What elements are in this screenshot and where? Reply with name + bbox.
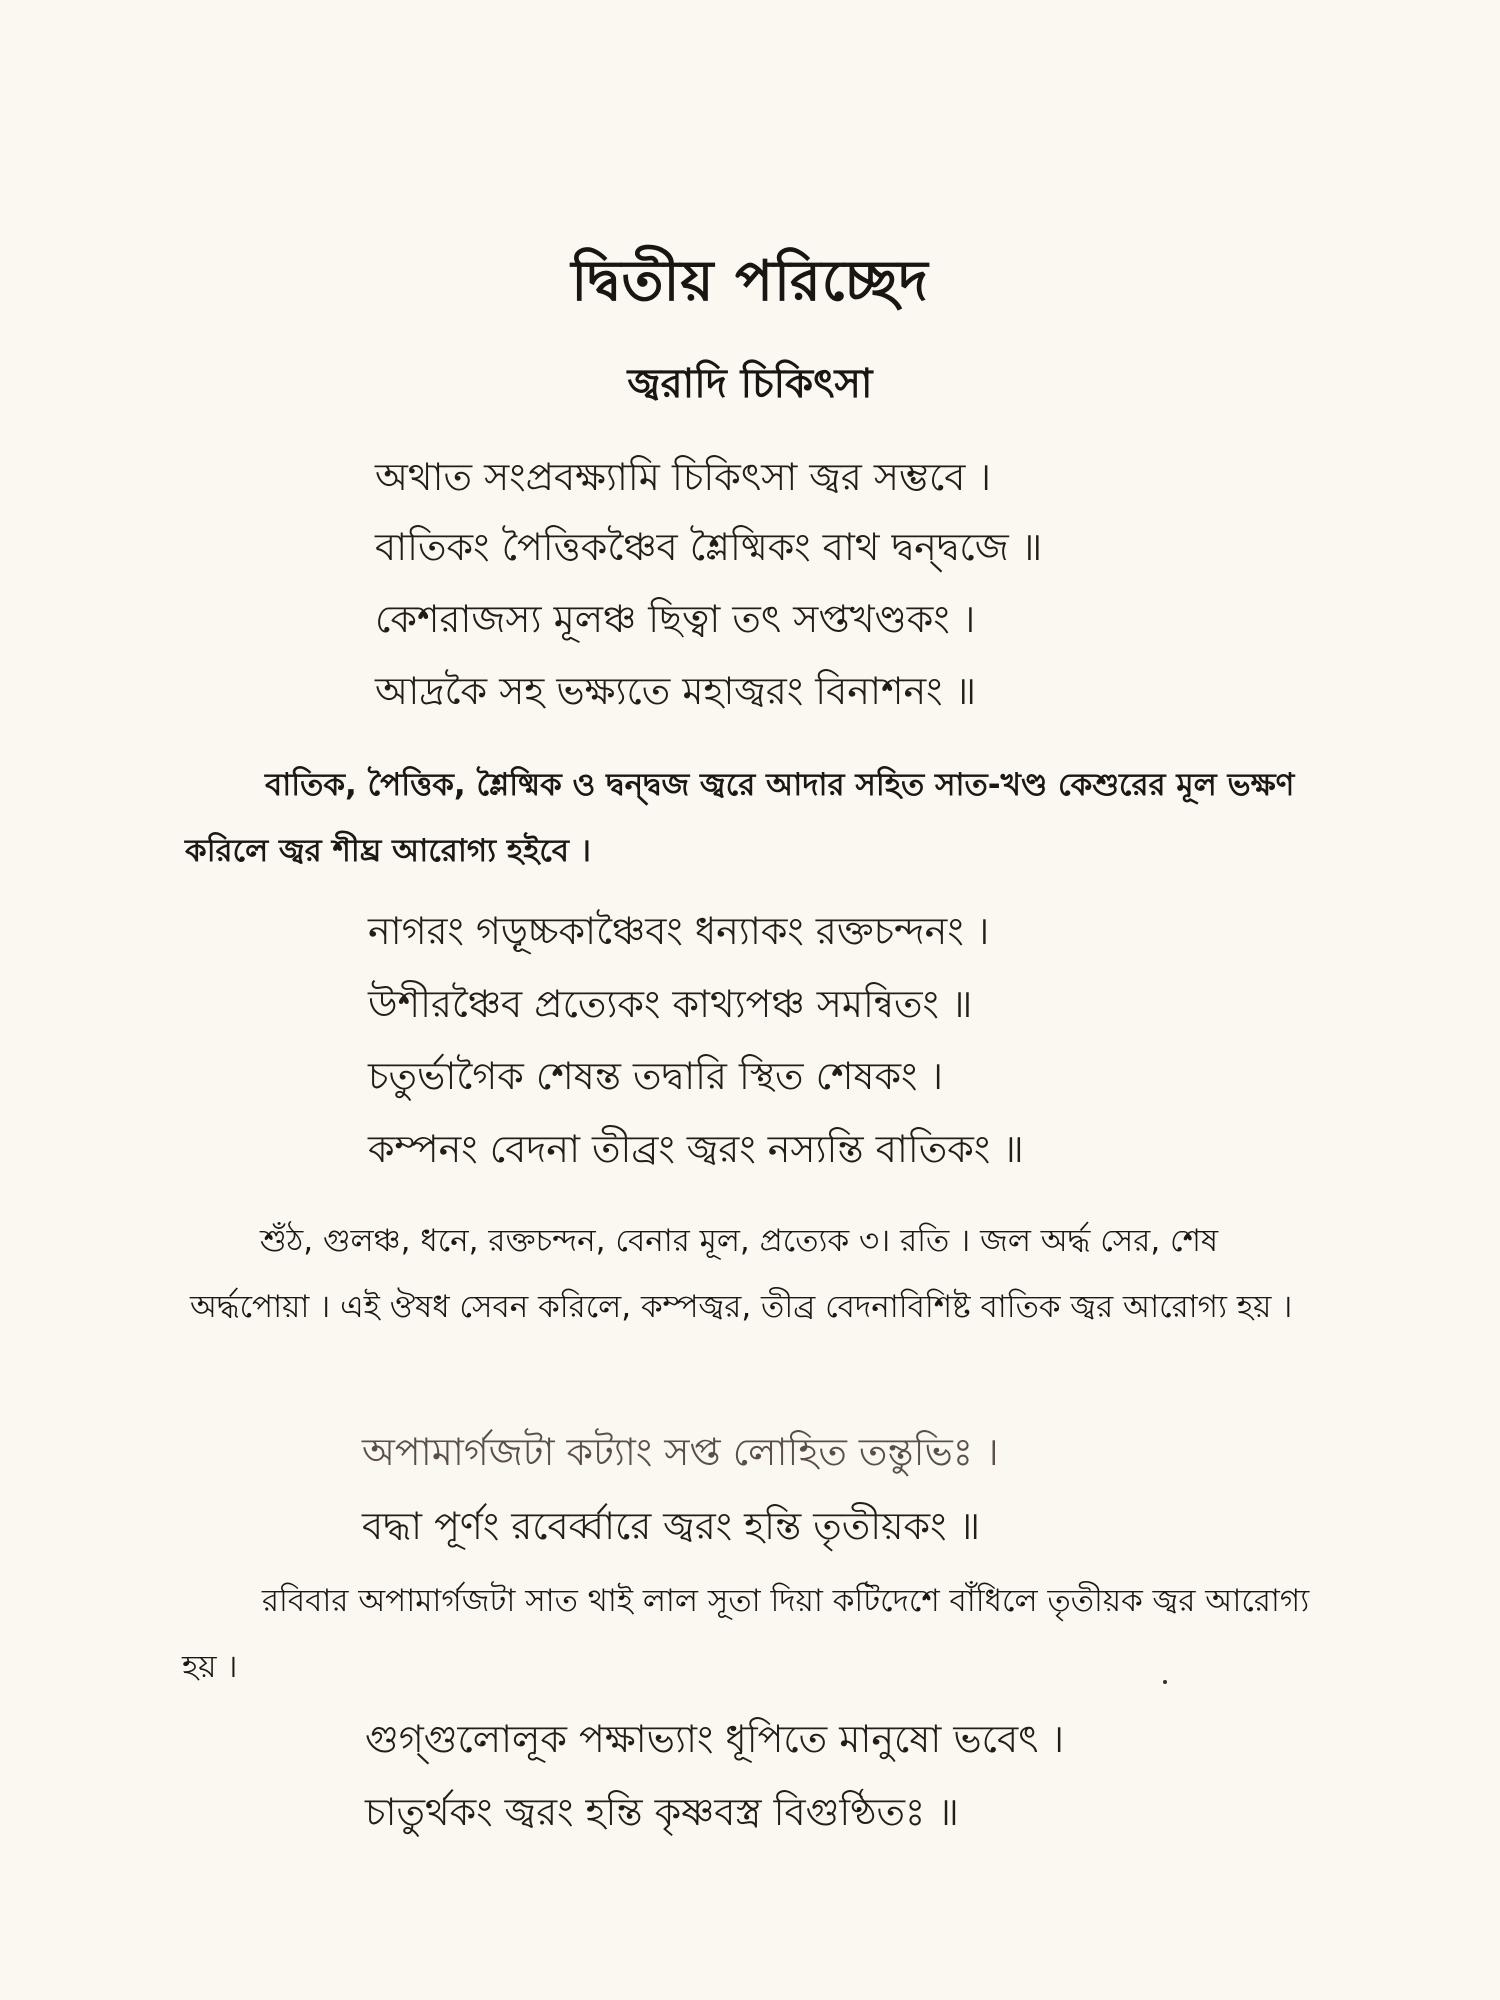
ink-speck xyxy=(1163,1680,1167,1684)
verse-line: অথাত সংপ্রবক্ষ্যামি চিকিৎসা জ্বর সম্ভবে । xyxy=(375,455,992,499)
verse-line: উশীরঞ্চৈব প্রত্যেকং কাথ্যপঞ্চ সমন্বিতং ॥ xyxy=(368,982,973,1026)
explanation-paragraph: রবিবার অপামার্গজটা সাত থাই লাল সূতা দিয়া কটিদেশে বাঁধিলে তৃতীয়ক জ্বর আরোগ্য হয় । xyxy=(182,1583,1310,1685)
verse-line: অপামার্গজটা কট্যাং সপ্ত লোহিত তন্তুভিঃ । xyxy=(362,1430,999,1474)
verse-line: আদ্রকৈ সহ ভক্ষ্যতে মহাজ্বরং বিনাশনং ॥ xyxy=(375,669,977,713)
chapter-title: দ্বিতীয় পরিচ্ছেদ xyxy=(571,249,929,314)
verse-line: চাতুর্থকং জ্বরং হন্তি কৃষ্ণবস্ত্র বিগুণ্ঠিতঃ ॥ xyxy=(365,1790,959,1834)
explanation-paragraph: শুঁঠ, গুলঞ্চ, ধনে, রক্তচন্দন, বেনার মূল, প্রত্যেক ৩। রতি । জল অর্দ্ধ সের, শেষ অর্দ্ধপোয়া । এই ঔষধ সেবন করিলে, কম্পজ্বর, তীব্র বেদনাবিশিষ্ট বাতিক জ্বর আরোগ্য হয় । xyxy=(190,1223,1293,1325)
verse-line: কেশরাজস্য মূলঞ্চ ছিত্বা তৎ সপ্তখণ্ডকং । xyxy=(375,597,976,641)
explanation-paragraph: বাতিক, পৈত্তিক, শ্লৈষ্মিক ও দ্বন্দ্বজ জ্বরে আদার সহিত সাত-খণ্ড কেশুরের মূল ভক্ষণ করিলে জ্বর শীঘ্র আরোগ্য হইবে । xyxy=(185,767,1295,869)
verse-line: নাগরং গড়ূচ্চকাঞ্চৈবং ধন্যাকং রক্তচন্দনং । xyxy=(368,909,990,953)
verse-line: বদ্ধা পূর্ণং রবের্ব্বারে জ্বরং হন্তি তৃতীয়কং ॥ xyxy=(362,1504,981,1548)
verse-line: বাতিকং পৈত্তিকঞ্চৈব শ্লৈষ্মিকং বাথ দ্বন্দ্বজে ॥ xyxy=(375,525,1043,569)
verse-line: কম্পনং বেদনা তীব্রং জ্বরং নস্যন্তি বাতিকং ॥ xyxy=(368,1127,1024,1171)
section-title: জ্বরাদি চিকিৎসা xyxy=(627,361,873,407)
verse-line: চতুর্ভাগৈক শেষন্ত তদ্বারি স্থিত শেষকং । xyxy=(368,1054,944,1098)
verse-line: গুগ্গুলোলূক পক্ষাভ্যাং ধূপিতে মানুষো ভবেৎ । xyxy=(365,1717,1065,1761)
